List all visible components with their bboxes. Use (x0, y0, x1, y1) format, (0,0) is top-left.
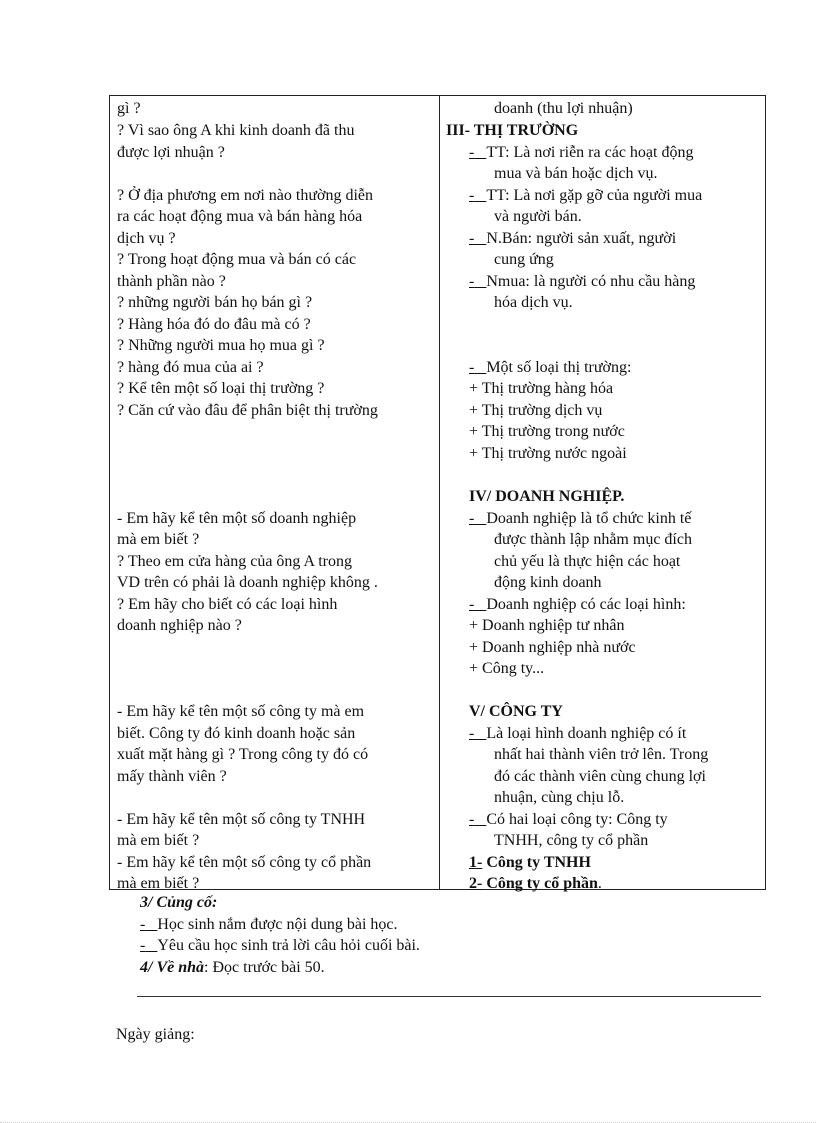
question-line: ? Ở địa phương em nơi nào thường diễn (117, 187, 374, 204)
content-line: nhuận, cùng chịu lỗ. (494, 789, 625, 806)
bullet-dash: - (469, 359, 475, 376)
question-line: mà em biết ? (117, 832, 200, 849)
content-line: + Công ty... (469, 660, 545, 677)
content-line: được thành lập nhằm mục đích (494, 531, 692, 548)
consolidation-heading: 3/ Củng cố: (140, 894, 218, 911)
content-line: - Là loại hình doanh nghiệp có ít (469, 725, 687, 742)
content-line: chủ yếu là thực hiện các hoạt (494, 553, 681, 570)
section-heading: V/ CÔNG TY (469, 703, 563, 720)
section-divider (137, 996, 761, 997)
section-heading: 1- Công ty TNHH (469, 854, 591, 871)
question-line: - Em hãy kể tên một số công ty cổ phần (117, 854, 372, 871)
content-line: hóa dịch vụ. (494, 294, 573, 311)
content-line: động kinh doanh (494, 574, 602, 591)
question-line: ra các hoạt động mua và bán hàng hóa (117, 208, 363, 225)
section-heading: III- THỊ TRƯỜNG (446, 122, 579, 139)
content-line: đó các thành viên cùng chung lợi (494, 768, 706, 785)
section-heading: 2- Công ty cổ phần. (469, 875, 602, 892)
consolidation-item: - Học sinh nắm được nội dung bài học. (140, 916, 398, 933)
question-line: thành phần nào ? (117, 273, 226, 290)
bullet-dash: - (469, 187, 475, 204)
content-line: + Thị trường dịch vụ (469, 402, 603, 419)
question-line: ? Kể tên một số loại thị trường ? (117, 380, 325, 397)
column-divider (439, 96, 440, 889)
question-line: ? Căn cứ vào đâu để phân biệt thị trường (117, 402, 378, 419)
question-line: - Em hãy kể tên một số công ty TNHH (117, 811, 366, 828)
content-line: cung ứng (494, 251, 554, 268)
question-line: ? Theo em cửa hàng của ông A trong (117, 553, 352, 570)
content-line: - Một số loại thị trường: (469, 359, 632, 376)
bullet-dash: - (469, 510, 475, 527)
content-line: và người bán. (494, 208, 582, 225)
teaching-date-label: Ngày giảng: (116, 1026, 195, 1043)
question-line: - Em hãy kể tên một số doanh nghiệp (117, 510, 357, 527)
question-line: gì ? (117, 100, 141, 117)
question-line: biết. Công ty đó kinh doanh hoặc sản (117, 725, 356, 742)
content-line: + Thị trường trong nước (469, 423, 625, 440)
section-heading: IV/ DOANH NGHIỆP. (469, 488, 625, 505)
content-line: - Doanh nghiệp có các loại hình: (469, 596, 686, 613)
question-line: doanh nghiệp nào ? (117, 617, 242, 634)
question-line: dịch vụ ? (117, 230, 176, 247)
lesson-table (109, 95, 766, 890)
content-line: + Doanh nghiệp tư nhân (469, 617, 625, 634)
question-line: VD trên có phải là doanh nghiệp không . (117, 574, 378, 591)
question-line: xuất mặt hàng gì ? Trong công ty đó có (117, 746, 369, 763)
question-line: ? Những người mua họ mua gì ? (117, 337, 325, 354)
question-line: ? hàng đó mua của ai ? (117, 359, 264, 376)
content-line: - Doanh nghiệp là tổ chức kinh tế (469, 510, 692, 527)
content-line: - TT: Là nơi gặp gỡ của người mua (469, 187, 703, 204)
list-number: 2- (469, 875, 483, 892)
question-line: ? Em hãy cho biết có các loại hình (117, 596, 338, 613)
content-line: doanh (thu lợi nhuận) (494, 100, 633, 117)
content-line: - N.Bán: người sản xuất, người (469, 230, 677, 247)
question-line: - Em hãy kể tên một số công ty mà em (117, 703, 365, 720)
question-line: ? những người bán họ bán gì ? (117, 294, 313, 311)
content-line: TNHH, công ty cổ phần (494, 832, 649, 849)
consolidation-item: - Yêu cầu học sinh trả lời câu hỏi cuối bài. (140, 937, 420, 954)
question-line: được lợi nhuận ? (117, 144, 225, 161)
bullet-dash: - (469, 811, 475, 828)
content-line: + Thị trường hàng hóa (469, 380, 614, 397)
content-line: - Nmua: là người có nhu cầu hàng (469, 273, 696, 290)
question-line: mà em biết ? (117, 531, 200, 548)
bullet-dash: - (469, 725, 475, 742)
bullet-dash: - (469, 144, 475, 161)
question-line: ? Hàng hóa đó do đâu mà có ? (117, 316, 311, 333)
content-line: nhất hai thành viên trở lên. Trong (494, 746, 709, 763)
question-line: ? Vì sao ông A khi kinh doanh đã thu (117, 122, 355, 139)
homework-line: 4/ Về nhà: Đọc trước bài 50. (140, 959, 325, 976)
bullet-dash: - (469, 596, 475, 613)
question-line: mà em biết ? (117, 875, 200, 892)
question-line: ? Trong hoạt động mua và bán có các (117, 251, 357, 268)
bullet-dash: - (469, 230, 475, 247)
content-line: - Có hai loại công ty: Công ty (469, 811, 668, 828)
content-line: + Doanh nghiệp nhà nước (469, 639, 636, 656)
question-line: mấy thành viên ? (117, 768, 227, 785)
content-line: - TT: Là nơi riễn ra các hoạt động (469, 144, 694, 161)
bullet-dash: - (469, 273, 475, 290)
content-line: + Thị trường nước ngoài (469, 445, 627, 462)
content-line: mua và bán hoặc dịch vụ. (494, 165, 658, 182)
list-number: 1- (469, 854, 483, 871)
